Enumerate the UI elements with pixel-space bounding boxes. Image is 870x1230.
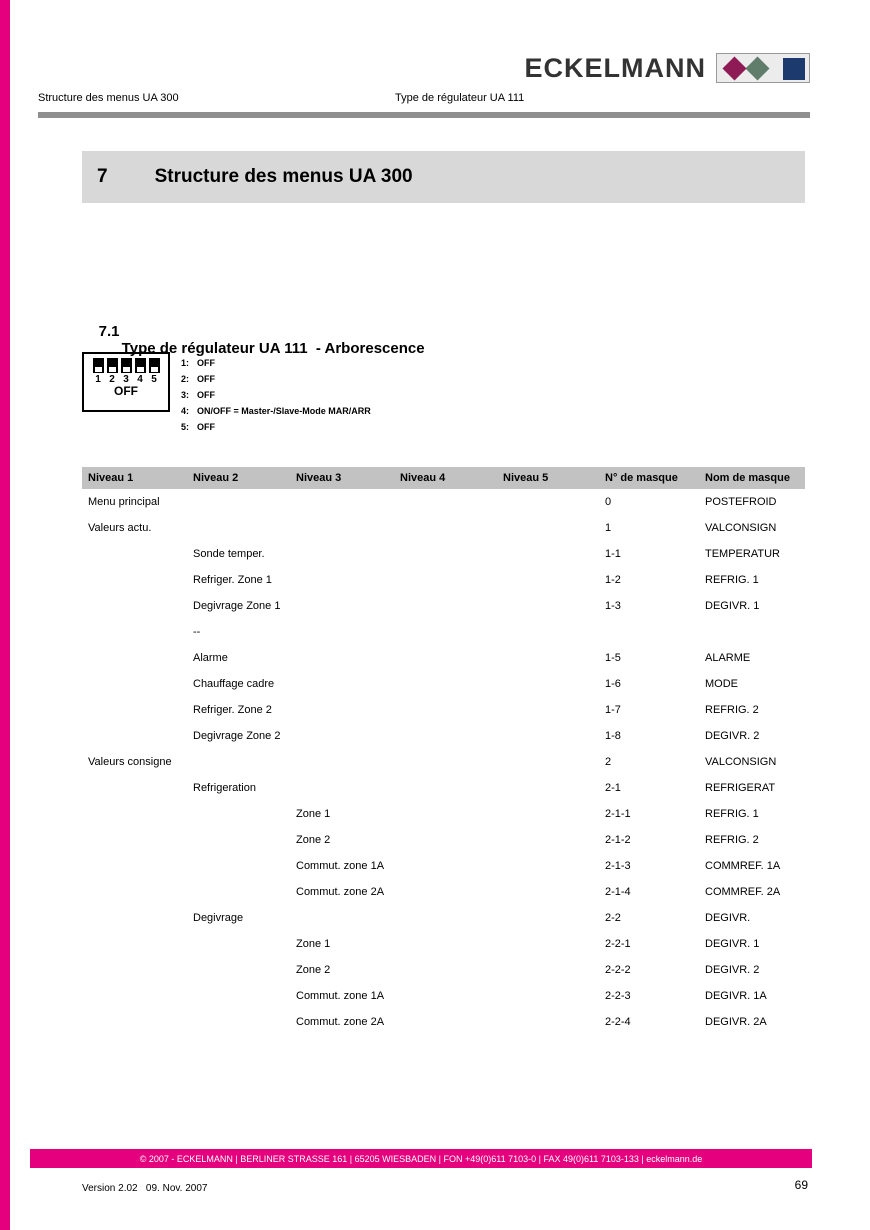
table-cell: DEGIVR.: [705, 912, 751, 924]
table-cell: [187, 489, 290, 515]
table-row: [82, 593, 805, 619]
table-cell: VALCONSIGN: [705, 522, 777, 534]
table-cell: [82, 827, 187, 853]
table-body: [82, 489, 805, 1035]
table-cell: Sonde temper.: [193, 548, 265, 560]
dip-switch-handles: [84, 358, 168, 373]
table-cell: 2-1-2: [605, 834, 631, 846]
dip-switch-handle-icon: [135, 358, 146, 373]
table-cell: Degivrage Zone 1: [193, 600, 281, 612]
table-cell: Degivrage: [193, 912, 244, 924]
dip-legend-value: OFF: [197, 374, 215, 384]
table-cell: [394, 619, 497, 645]
table-cell: [394, 567, 497, 593]
footer-bar: [30, 1149, 812, 1168]
table-cell: 2-1: [605, 782, 621, 794]
table-cell: Commut. zone 1A: [296, 990, 385, 1002]
dip-switch-number: 4: [137, 374, 143, 385]
table-cell: [82, 541, 187, 567]
table-cell: [82, 723, 187, 749]
table-cell: [82, 671, 187, 697]
dip-switch-handle-icon: [149, 358, 160, 373]
table-row: [82, 671, 805, 697]
header-rule: [38, 112, 810, 118]
table-cell: [497, 541, 599, 567]
table-cell: [497, 567, 599, 593]
table-cell: [290, 671, 394, 697]
table-row: [82, 905, 805, 931]
table-cell: Valeurs consigne: [88, 756, 172, 768]
table-cell: [394, 671, 497, 697]
table-row: [82, 697, 805, 723]
table-cell: 2-2-4: [605, 1016, 631, 1028]
accent-left-bar: [0, 0, 10, 1230]
table-cell: 2-2-2: [605, 964, 631, 976]
table-cell: [497, 957, 599, 983]
table-cell: [290, 697, 394, 723]
table-cell: [290, 567, 394, 593]
page-number: 69: [794, 1178, 808, 1192]
table-row: [82, 1009, 805, 1035]
table-cell: [497, 853, 599, 879]
dip-legend-key: 2:: [181, 374, 190, 384]
table-row: [82, 567, 805, 593]
table-cell: Zone 2: [296, 834, 331, 846]
table-cell: [497, 1009, 599, 1035]
column-header: Niveau 3: [290, 467, 394, 489]
column-header: Nom de masque: [699, 467, 805, 489]
table-cell: 2-1-1: [605, 808, 631, 820]
table-cell: [394, 541, 497, 567]
table-cell: [82, 697, 187, 723]
table-row: [82, 749, 805, 775]
table-cell: REFRIGERAT: [705, 782, 776, 794]
table-cell: [82, 879, 187, 905]
table-cell: COMMREF. 1A: [705, 860, 781, 872]
table-cell: [82, 853, 187, 879]
table-cell: Zone 2: [296, 964, 331, 976]
table-cell: DEGIVR. 2A: [705, 1016, 767, 1028]
logo-diamond-magenta-icon: [722, 56, 746, 80]
table-cell: [187, 931, 290, 957]
table-cell: [394, 853, 497, 879]
table-cell: Refriger. Zone 2: [193, 704, 272, 716]
table-cell: DEGIVR. 1: [705, 600, 760, 612]
table-cell: [394, 905, 497, 931]
table-cell: REFRIG. 1: [705, 808, 759, 820]
dip-legend-line: [181, 371, 371, 387]
table-cell: [290, 749, 394, 775]
dip-legend-line: [181, 355, 371, 371]
table-cell: 2-1-3: [605, 860, 631, 872]
dip-legend-key: 3:: [181, 390, 190, 400]
table-cell: [497, 697, 599, 723]
table-cell: Alarme: [193, 652, 228, 664]
table-cell: [187, 749, 290, 775]
dip-legend-key: 5:: [181, 422, 190, 432]
table-cell: [290, 593, 394, 619]
dip-switch-handle-icon: [93, 358, 104, 373]
eckelmann-logo: [525, 52, 811, 84]
table-cell: [187, 853, 290, 879]
table-cell: Zone 1: [296, 808, 331, 820]
table-cell: [394, 879, 497, 905]
table-cell: [394, 931, 497, 957]
table-row: [82, 853, 805, 879]
dip-legend-value: OFF: [197, 422, 215, 432]
table-cell: [497, 905, 599, 931]
table-cell: [497, 749, 599, 775]
table-cell: 1-8: [605, 730, 621, 742]
table-cell: [394, 983, 497, 1009]
table-header-row: [82, 467, 805, 489]
table-cell: [290, 541, 394, 567]
column-header: Niveau 5: [497, 467, 599, 489]
table-cell: [394, 749, 497, 775]
running-header: [38, 92, 810, 104]
table-cell: 2-2: [605, 912, 621, 924]
table-row: [82, 775, 805, 801]
table-cell: Refriger. Zone 1: [193, 574, 272, 586]
table-cell: [187, 983, 290, 1009]
table-cell: 2: [605, 756, 612, 768]
table-cell: POSTEFROID: [705, 496, 777, 508]
table-cell: [497, 671, 599, 697]
table-cell: [699, 619, 805, 645]
table-cell: [82, 1009, 187, 1035]
table-cell: [82, 645, 187, 671]
table-cell: [187, 879, 290, 905]
table-cell: [394, 775, 497, 801]
table-cell: Valeurs actu.: [88, 522, 152, 534]
eckelmann-logo-mark: [716, 53, 810, 83]
table-cell: [187, 515, 290, 541]
table-row: [82, 983, 805, 1009]
table-row: [82, 645, 805, 671]
table-cell: VALCONSIGN: [705, 756, 777, 768]
table-cell: [394, 801, 497, 827]
table-cell: TEMPERATUR: [705, 548, 780, 560]
table-cell: 2-2-3: [605, 990, 631, 1002]
column-header: Niveau 2: [187, 467, 290, 489]
table-cell: [497, 879, 599, 905]
table-cell: REFRIG. 1: [705, 574, 759, 586]
dip-switch-block: [82, 352, 371, 435]
column-header: Niveau 4: [394, 467, 497, 489]
table-cell: [290, 905, 394, 931]
dip-legend: [181, 352, 371, 435]
table-cell: [290, 645, 394, 671]
table-cell: 1-3: [605, 600, 621, 612]
table-cell: [394, 515, 497, 541]
table-cell: --: [193, 626, 201, 638]
table-cell: [187, 827, 290, 853]
dip-legend-line: [181, 403, 371, 419]
table-row: [82, 619, 805, 645]
table-cell: 1-7: [605, 704, 621, 716]
table-cell: [290, 619, 394, 645]
table-cell: [497, 593, 599, 619]
table-cell: 1-1: [605, 548, 621, 560]
table-cell: [82, 801, 187, 827]
table-cell: [497, 801, 599, 827]
table-cell: [290, 515, 394, 541]
table-cell: [394, 645, 497, 671]
table-cell: [394, 489, 497, 515]
table-cell: [290, 489, 394, 515]
table-cell: [497, 775, 599, 801]
table-cell: [497, 931, 599, 957]
table-cell: Zone 1: [296, 938, 331, 950]
table-cell: Refrigeration: [193, 782, 256, 794]
table-cell: [497, 515, 599, 541]
table-cell: COMMREF. 2A: [705, 886, 781, 898]
chapter-title: Structure des menus UA 300: [154, 166, 413, 187]
table-cell: REFRIG. 2: [705, 704, 759, 716]
logo-square-navy-icon: [783, 58, 805, 80]
table-cell: [82, 619, 187, 645]
table-cell: [82, 931, 187, 957]
dip-legend-value: ON/OFF = Master-/Slave-Mode MAR/ARR: [197, 406, 371, 416]
table-cell: [394, 957, 497, 983]
dip-switch-number: 1: [95, 374, 101, 385]
table-cell: [497, 983, 599, 1009]
eckelmann-logo-text: ECKELMANN: [524, 52, 706, 83]
section-number: 7.1: [98, 323, 120, 340]
table-cell: [187, 957, 290, 983]
logo-diamond-green-icon: [745, 56, 769, 80]
table-cell: ALARME: [705, 652, 751, 664]
table-cell: [497, 827, 599, 853]
table-cell: 1: [605, 522, 612, 534]
table-cell: [82, 983, 187, 1009]
chapter-heading: [82, 151, 805, 203]
table-row: [82, 957, 805, 983]
table-row: [82, 515, 805, 541]
table-cell: [497, 645, 599, 671]
dip-legend-value: OFF: [197, 358, 215, 368]
dip-switch-off-label: OFF: [114, 384, 138, 398]
dip-switch-graphic: [82, 352, 170, 412]
table-cell: [82, 593, 187, 619]
table-cell: [187, 801, 290, 827]
table-cell: DEGIVR. 2: [705, 730, 760, 742]
dip-legend-key: 4:: [181, 406, 190, 416]
table-cell: Commut. zone 2A: [296, 886, 385, 898]
table-cell: Commut. zone 2A: [296, 1016, 385, 1028]
table-cell: Chauffage cadre: [193, 678, 275, 690]
table-cell: [394, 697, 497, 723]
table-cell: DEGIVR. 1: [705, 938, 760, 950]
menu-structure-table: [82, 467, 805, 1035]
table-cell: [82, 905, 187, 931]
table-row: [82, 801, 805, 827]
dip-legend-key: 1:: [181, 358, 190, 368]
running-header-center: Type de régulateur UA 111: [395, 92, 525, 104]
table-row: [82, 489, 805, 515]
table-row: [82, 541, 805, 567]
table-cell: 2-1-4: [605, 886, 631, 898]
table-cell: [394, 593, 497, 619]
dip-legend-line: [181, 387, 371, 403]
table-cell: Menu principal: [88, 496, 160, 508]
table-cell: 1-5: [605, 652, 621, 664]
dip-switch-handle-icon: [107, 358, 118, 373]
table-cell: [187, 1009, 290, 1035]
table-cell: [497, 723, 599, 749]
table-cell: 2-2-1: [605, 938, 631, 950]
table-cell: DEGIVR. 1A: [705, 990, 767, 1002]
table-row: [82, 931, 805, 957]
footer-bar-text: © 2007 - ECKELMANN | BERLINER STRASSE 161 | 65205 WIESBADEN | FON +49(0)611 7103-0 | FAX 49(0)611 7103-133 | eckelmann.de: [139, 1153, 703, 1164]
table-row: [82, 879, 805, 905]
table-row: [82, 723, 805, 749]
table-row: [82, 827, 805, 853]
chapter-number: 7: [97, 166, 108, 187]
table-cell: DEGIVR. 2: [705, 964, 760, 976]
dip-switch-handle-icon: [121, 358, 132, 373]
footer-version: Version 2.02 09. Nov. 2007: [82, 1183, 208, 1194]
table-cell: [394, 827, 497, 853]
table-cell: 1-2: [605, 574, 621, 586]
dip-switch-number: 3: [123, 374, 129, 385]
table-cell: [290, 723, 394, 749]
table-cell: [599, 619, 699, 645]
table-cell: Degivrage Zone 2: [193, 730, 281, 742]
table-cell: [82, 775, 187, 801]
table-cell: [82, 567, 187, 593]
dip-switch-number: 2: [109, 374, 115, 385]
column-header: N° de masque: [599, 467, 699, 489]
table-cell: [497, 619, 599, 645]
table-cell: [290, 775, 394, 801]
running-header-left: Structure des menus UA 300: [38, 92, 179, 104]
table-cell: [394, 723, 497, 749]
table-cell: Commut. zone 1A: [296, 860, 385, 872]
table-cell: 1-6: [605, 678, 621, 690]
column-header: Niveau 1: [82, 467, 187, 489]
section-title: Type de régulateur UA 111 - Arborescence: [121, 340, 425, 357]
dip-legend-value: OFF: [197, 390, 215, 400]
table-cell: REFRIG. 2: [705, 834, 759, 846]
dip-legend-line: [181, 419, 371, 435]
table-cell: [82, 957, 187, 983]
table-cell: [497, 489, 599, 515]
table-cell: 0: [605, 496, 612, 508]
dip-switch-number: 5: [151, 374, 157, 385]
table-cell: MODE: [705, 678, 738, 690]
table-cell: [394, 1009, 497, 1035]
